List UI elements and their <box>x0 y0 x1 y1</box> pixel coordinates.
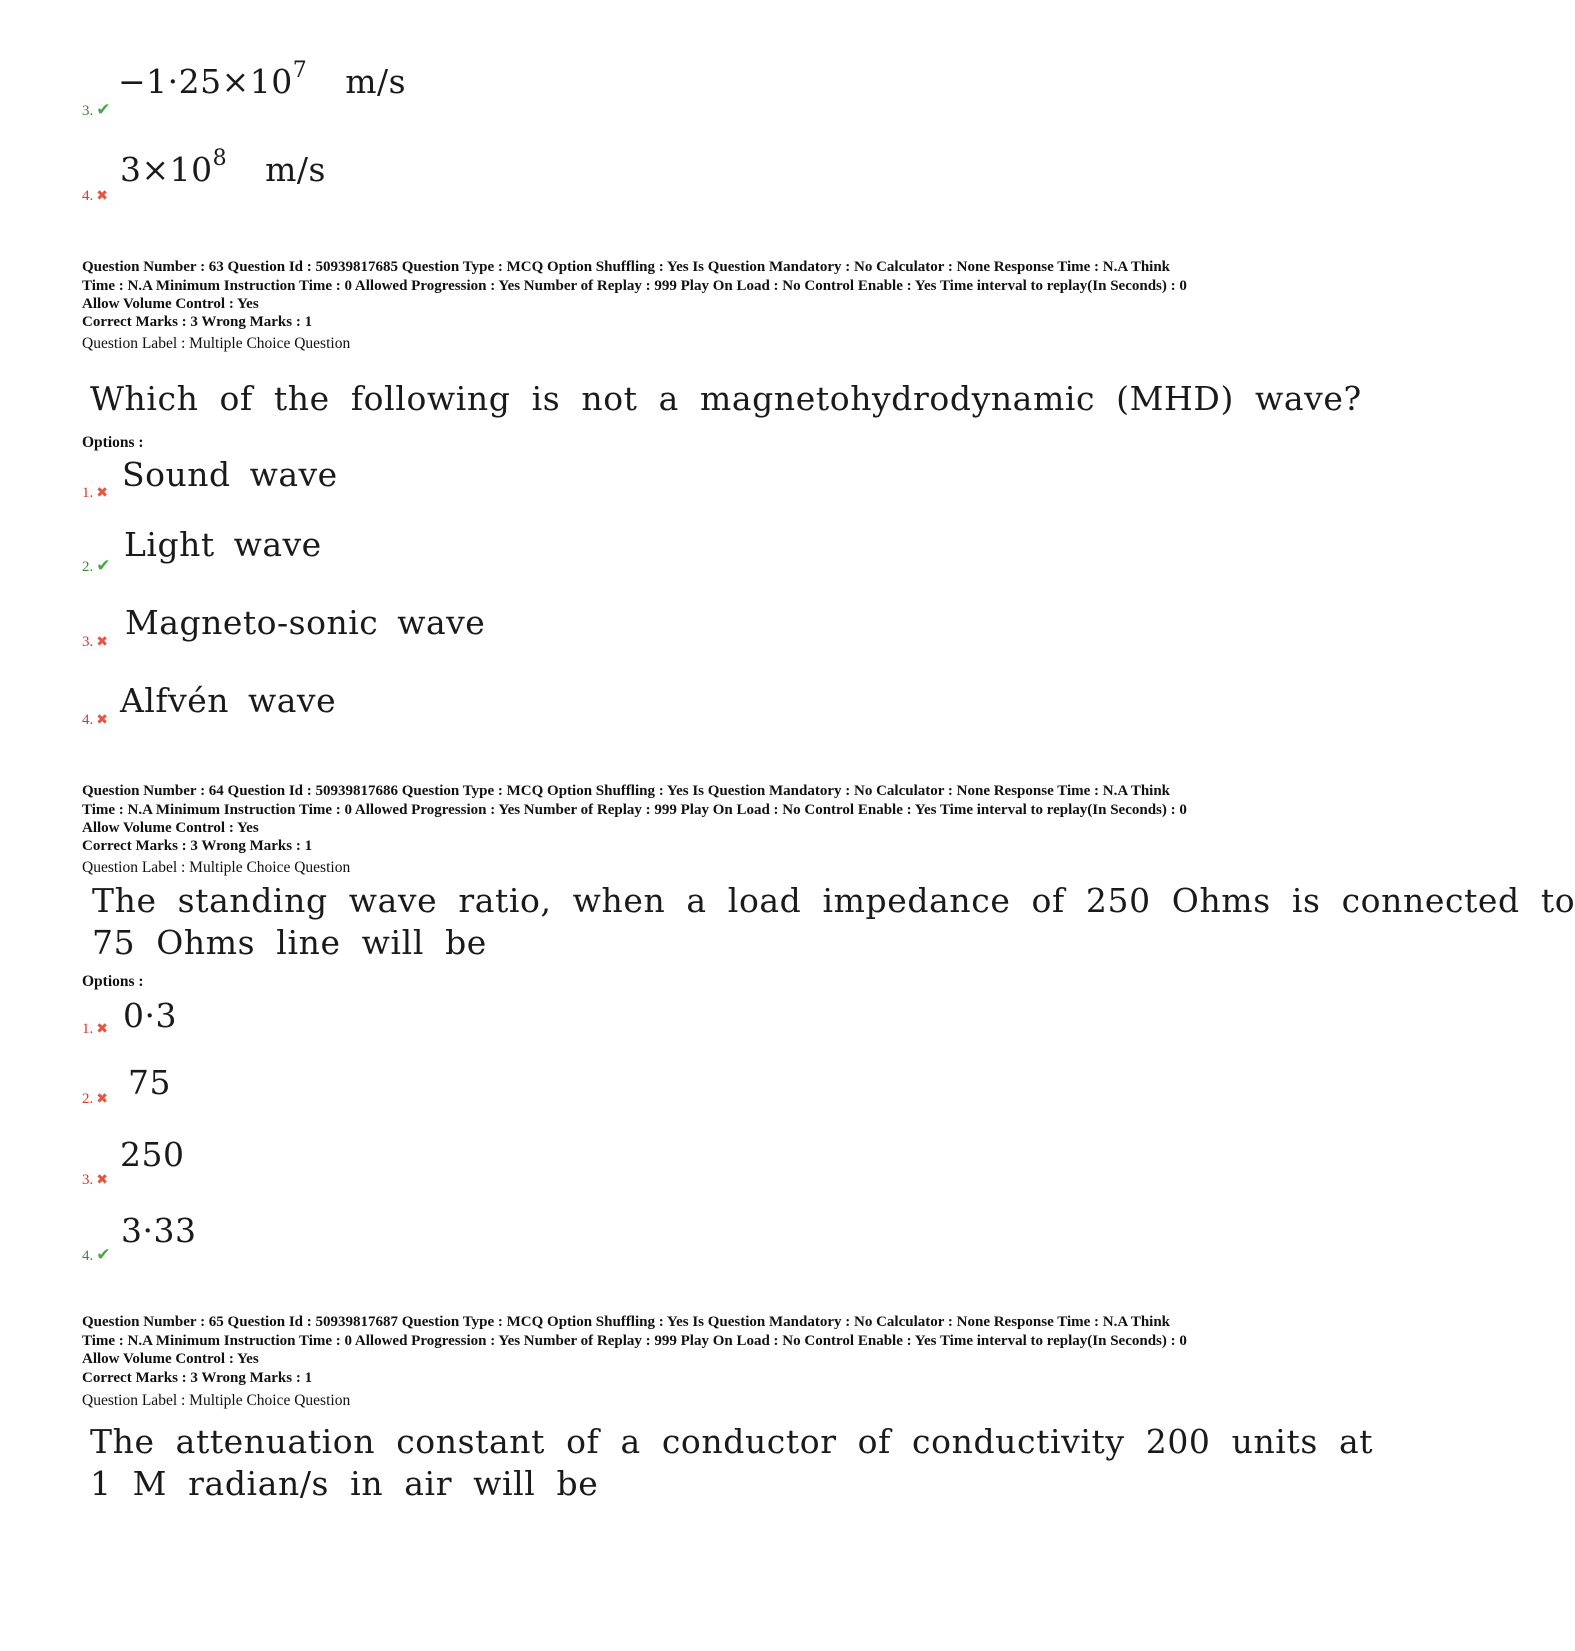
question-label: Question Label : Multiple Choice Question <box>82 1392 351 1409</box>
option-number: 2. ✔ <box>82 556 111 575</box>
option-text: Alfvén wave <box>120 681 337 720</box>
check-icon: ✔ <box>96 100 111 119</box>
question-label: Question Label : Multiple Choice Question <box>82 859 351 876</box>
options-label: Options : <box>82 973 144 990</box>
options-label: Options : <box>82 434 144 451</box>
cross-icon: ✖ <box>96 713 108 728</box>
question-marks: Correct Marks : 3 Wrong Marks : 1 <box>82 1370 313 1386</box>
cross-icon: ✖ <box>96 189 108 204</box>
option-number: 4. ✖ <box>82 712 108 728</box>
option-text: 250 <box>120 1135 185 1174</box>
option-text: 3·33 <box>121 1211 197 1250</box>
option-text: Magneto-sonic wave <box>125 603 486 642</box>
cross-icon: ✖ <box>96 635 108 650</box>
question-marks: Correct Marks : 3 Wrong Marks : 1 <box>82 838 313 854</box>
cross-icon: ✖ <box>96 1022 108 1037</box>
question-text: The attenuation constant of a conductor of conductivity 200 units at 1 M radian/s in air will be <box>90 1422 1374 1503</box>
question-text: Which of the following is not a magnetohydrodynamic (MHD) wave? <box>90 379 1362 418</box>
option-text: 0·3 <box>123 996 177 1035</box>
question-label: Question Label : Multiple Choice Question <box>82 335 351 352</box>
option-number: 4. ✖ <box>82 188 108 204</box>
question-meta: Question Number : 63 Question Id : 50939817685 Question Type : MCQ Option Shuffling : Yes Is Question Mandatory : No Calculator : None Response Time : N.A Think Time : N.A Minimum Instruction Time : 0 Allowed Progression : Yes Number of Replay : 999 Play On Load : No Control Enable : Yes Time interval to replay(In Seconds) : 0 Allow Volume Control : Yes <box>82 259 1187 312</box>
question-meta: Question Number : 65 Question Id : 50939817687 Question Type : MCQ Option Shuffling : Yes Is Question Mandatory : No Calculator : None Response Time : N.A Think Time : N.A Minimum Instruction Time : 0 Allowed Progression : Yes Number of Replay : 999 Play On Load : No Control Enable : Yes Time interval to replay(In Seconds) : 0 Allow Volume Control : Yes <box>82 1314 1187 1367</box>
question-meta: Question Number : 64 Question Id : 50939817686 Question Type : MCQ Option Shuffling : Yes Is Question Mandatory : No Calculator : None Response Time : N.A Think Time : N.A Minimum Instruction Time : 0 Allowed Progression : Yes Number of Replay : 999 Play On Load : No Control Enable : Yes Time interval to replay(In Seconds) : 0 Allow Volume Control : Yes <box>82 783 1187 836</box>
check-icon: ✔ <box>96 556 111 575</box>
option-number: 3. ✖ <box>82 634 108 650</box>
option-text: $3\times 10^8$ m/s <box>120 146 326 189</box>
question-marks: Correct Marks : 3 Wrong Marks : 1 <box>82 314 313 330</box>
cross-icon: ✖ <box>96 486 108 501</box>
option-number: 4. ✔ <box>82 1245 111 1264</box>
check-icon: ✔ <box>96 1245 111 1264</box>
option-text: 75 <box>128 1063 171 1102</box>
option-number: 1. ✖ <box>82 1021 108 1037</box>
option-number: 2. ✖ <box>82 1091 108 1107</box>
option-number: 3. ✔ <box>82 100 111 119</box>
option-number: 1. ✖ <box>82 485 108 501</box>
option-text: $-1\cdot 25\times 10^7$ m/s <box>118 58 407 101</box>
question-text: The standing wave ratio, when a load impedance of 250 Ohms is connected to 75 Ohms line will be <box>92 881 1575 962</box>
cross-icon: ✖ <box>96 1173 108 1188</box>
option-text: Light wave <box>124 525 322 564</box>
option-number: 3. ✖ <box>82 1172 108 1188</box>
cross-icon: ✖ <box>96 1092 108 1107</box>
option-text: Sound wave <box>122 455 338 494</box>
